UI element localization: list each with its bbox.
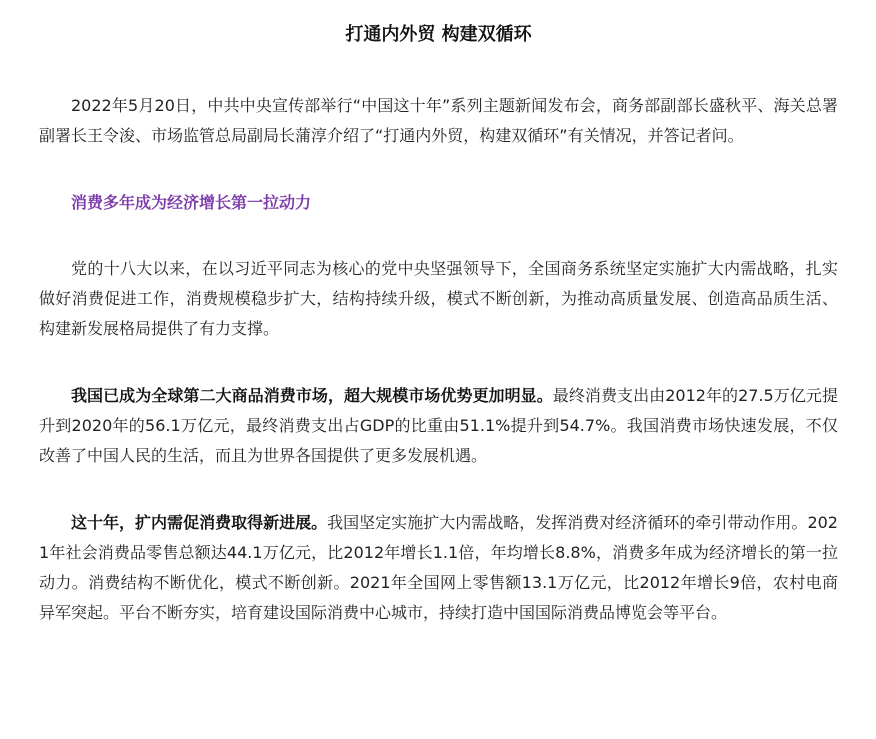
paragraph-3-lead: 这十年，扩内需促消费取得新进展。 — [71, 513, 328, 532]
paragraph-3-body: 我国坚定实施扩大内需战略，发挥消费对经济循环的牵引带动作用。2021年社会消费品零售总额达44.1万亿元，比2012年增长1.1倍，年均增长8.8%，消费多年成为经济增长的第一拉动力。消费结构不断优化，模式不断创新。2021年全国网上零售额13.1万亿元，比2012年增长9倍，农村电商异军突起。平台不断夯实，培育建设国际消费中心城市，持续打造中国国际消费品博览会等平台。 — [39, 513, 838, 622]
body-paragraph-2 — [39, 381, 838, 471]
intro-paragraph: 2022年5月20日，中共中央宣传部举行“中国这十年”系列主题新闻发布会，商务部副部长盛秋平、海关总署副署长王令浚、市场监管总局副局长蒲淳介绍了“打通内外贸，构建双循环”有关情况，并答记者问。 — [39, 96, 838, 145]
body-paragraph-1: 党的十八大以来，在以习近平同志为核心的党中央坚强领导下，全国商务系统坚定实施扩大内需战略，扎实做好消费促进工作，消费规模稳步扩大，结构持续升级，模式不断创新，为推动高质量发展、创造高品质生活、构建新发展格局提供了有力支撑。 — [39, 259, 838, 338]
body-paragraph-3 — [39, 508, 838, 628]
article-title: 打通内外贸 构建双循环 — [345, 24, 532, 45]
paragraph-2-lead: 我国已成为全球第二大商品消费市场，超大规模市场优势更加明显。 — [71, 386, 553, 405]
paragraph-2-body: 最终消费支出由2012年的27.5万亿元提升到2020年的56.1万亿元，最终消费支出占GDP的比重由51.1%提升到54.7%。我国消费市场快速发展，不仅改善了中国人民的生活，而且为世界各国提供了更多发展机遇。 — [39, 386, 838, 465]
section-subheading: 消费多年成为经济增长第一拉动力 — [71, 193, 312, 212]
